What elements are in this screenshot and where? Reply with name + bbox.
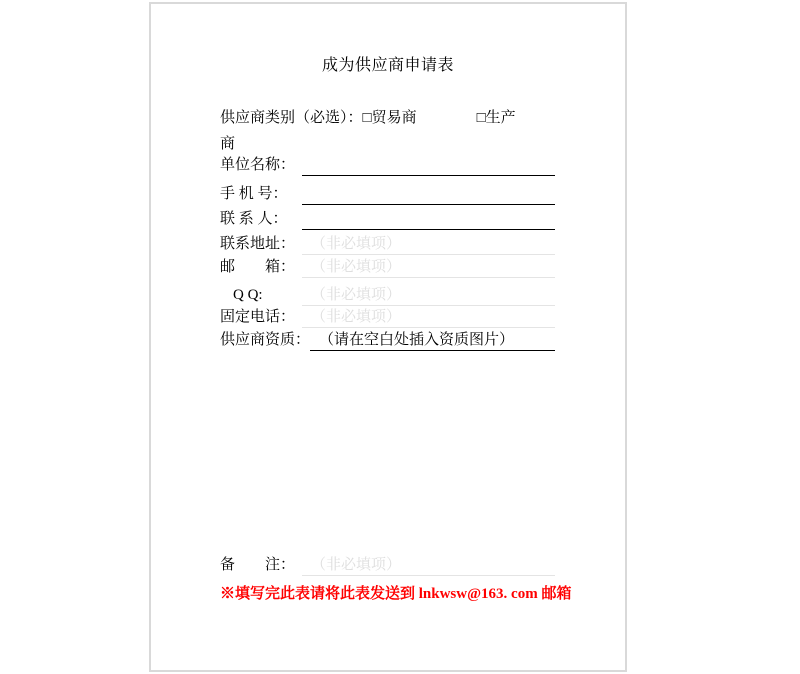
producer-option-wrap: 商 xyxy=(220,136,236,152)
mobile-label: 手 机 号： xyxy=(220,186,288,202)
remark-label: 备 注： xyxy=(220,557,296,573)
supplier-category-label: 供应商类别（必选）： xyxy=(220,110,363,126)
field-row-contact-person xyxy=(220,209,555,230)
address-label: 联系地址： xyxy=(220,236,296,252)
contact-person-input[interactable] xyxy=(302,209,555,230)
field-row-company-name xyxy=(220,155,555,176)
contact-person-label: 联 系 人： xyxy=(220,211,288,227)
field-row-qq xyxy=(220,285,555,306)
company-name-label: 单位名称： xyxy=(220,157,296,173)
field-row-mobile xyxy=(220,184,555,205)
checkbox-producer[interactable]: □生产 xyxy=(476,110,516,126)
address-input[interactable]: （非必填项） xyxy=(302,234,555,255)
form-page xyxy=(149,2,627,672)
email-label: 邮 箱： xyxy=(220,259,296,275)
qualification-input[interactable]: （请在空白处插入资质图片） xyxy=(310,330,555,351)
field-row-address xyxy=(220,234,555,255)
qq-label: Q Q: xyxy=(233,287,263,303)
email-input[interactable]: （非必填项） xyxy=(302,257,555,278)
mobile-input[interactable] xyxy=(302,184,555,205)
checkbox-trading-company[interactable]: □贸易商 xyxy=(362,110,417,126)
qq-input[interactable]: （非必填项） xyxy=(302,285,555,306)
landline-label: 固定电话： xyxy=(220,309,296,325)
company-name-input[interactable] xyxy=(302,155,555,176)
field-row-landline xyxy=(220,307,555,328)
field-row-email xyxy=(220,257,555,278)
supplier-category-row xyxy=(220,108,580,129)
form-title: 成为供应商申请表 xyxy=(321,57,454,74)
qualification-label: 供应商资质： xyxy=(220,332,311,348)
field-row-remark xyxy=(220,555,555,576)
remark-input[interactable]: （非必填项） xyxy=(302,555,555,576)
landline-input[interactable]: （非必填项） xyxy=(302,307,555,328)
submit-instruction-note: ※填写完此表请将此表发送到 lnkwsw@163. com 邮箱 xyxy=(220,586,572,602)
field-row-qualification xyxy=(220,330,555,351)
